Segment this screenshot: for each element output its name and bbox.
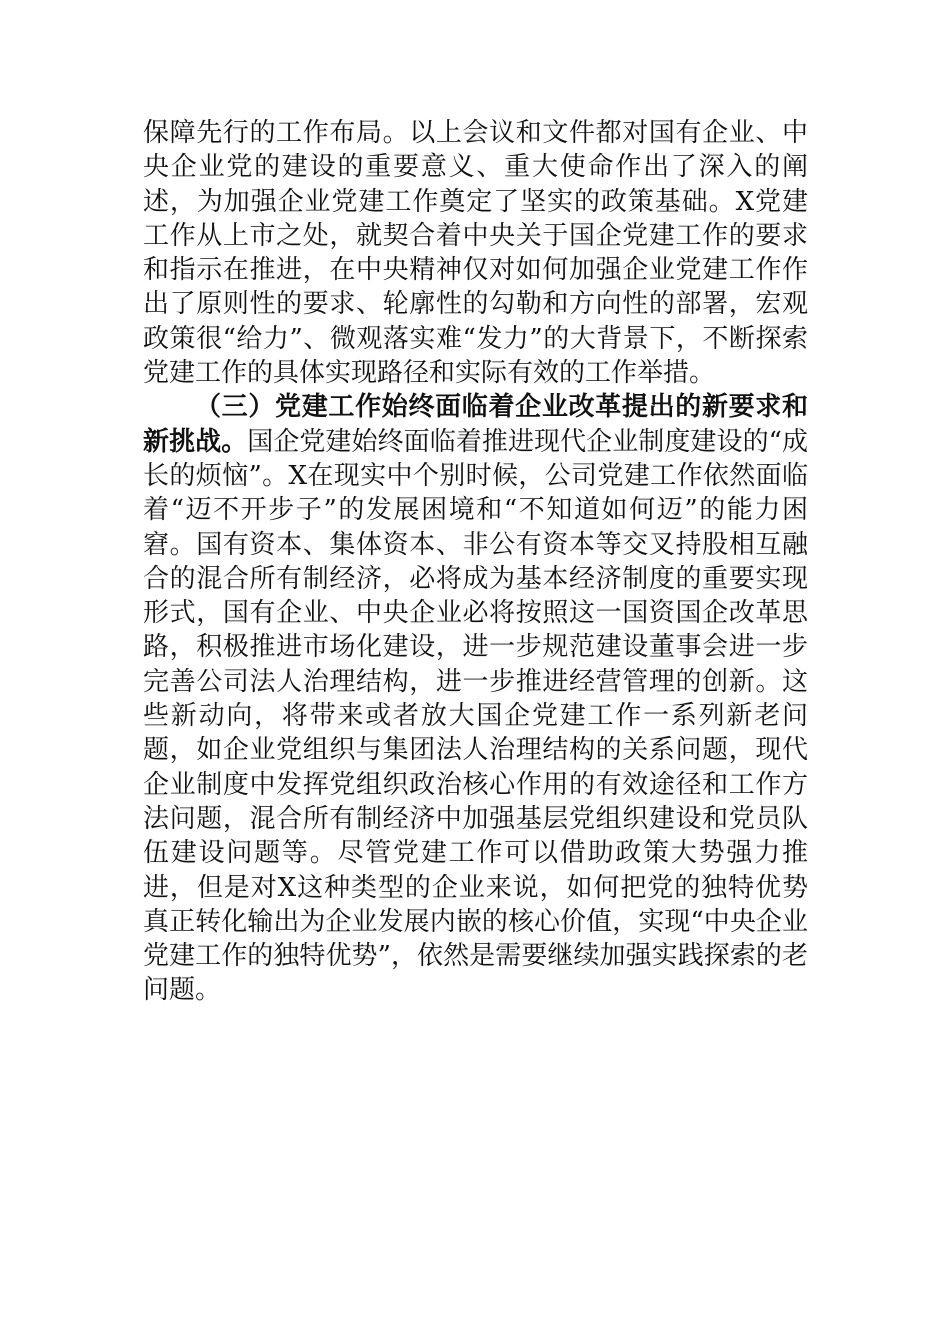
paragraph-section-three: [143, 390, 808, 1007]
paragraph-text: 国企党建始终面临着推进现代企业制度建设的“成长的烦恼”。X在现实中个别时候，公司党建工作依然面临着“迈不开步子”的发展困境和“不知道如何迈”的能力困窘。国有资本、集体资本、非公有资本等交叉持股相互融合的混合所有制经济，必将成为基本经济制度的重要实现形式，国有企业、中央企业必将按照这一国资国企改革思路，积极推进市场化建设，进一步规范建设董事会进一步完善公司法人治理结构，进一步推进经营管理的创新。这些新动向，将带来或者放大国企党建工作一系列新老问题，如企业党组织与集团法人治理结构的关系问题，现代企业制度中发挥党组织政治核心作用的有效途径和工作方法问题，混合所有制经济中加强基层党组织建设和党员队伍建设问题等。尽管党建工作可以借助政策大势强力推进，但是对X这种类型的企业来说，如何把党的独特优势真正转化输出为企业发展内嵌的核心价值，实现“中央企业党建工作的独特优势”，依然是需要继续加强实践探索的老问题。: [143, 426, 808, 1006]
paragraph-continuation: [143, 116, 808, 390]
section-heading: （三）党建工作始终面临着企业改革提出的新要求和新挑战。: [143, 392, 808, 457]
body-text: [143, 116, 808, 1008]
paragraph-text: 保障先行的工作布局。以上会议和文件都对国有企业、中央企业党的建设的重要意义、重大使命作出了深入的阐述，为加强企业党建工作奠定了坚实的政策基础。X党建工作从上市之处，就契合着中央关于国企党建工作的要求和指示在推进，在中央精神仅对如何加强企业党建工作作出了原则性的要求、轮廓性的勾勒和方向性的部署，宏观政策很“给力”、微观落实难“发力”的大背景下，不断探索党建工作的具体实现路径和实际有效的工作举措。: [143, 118, 808, 389]
